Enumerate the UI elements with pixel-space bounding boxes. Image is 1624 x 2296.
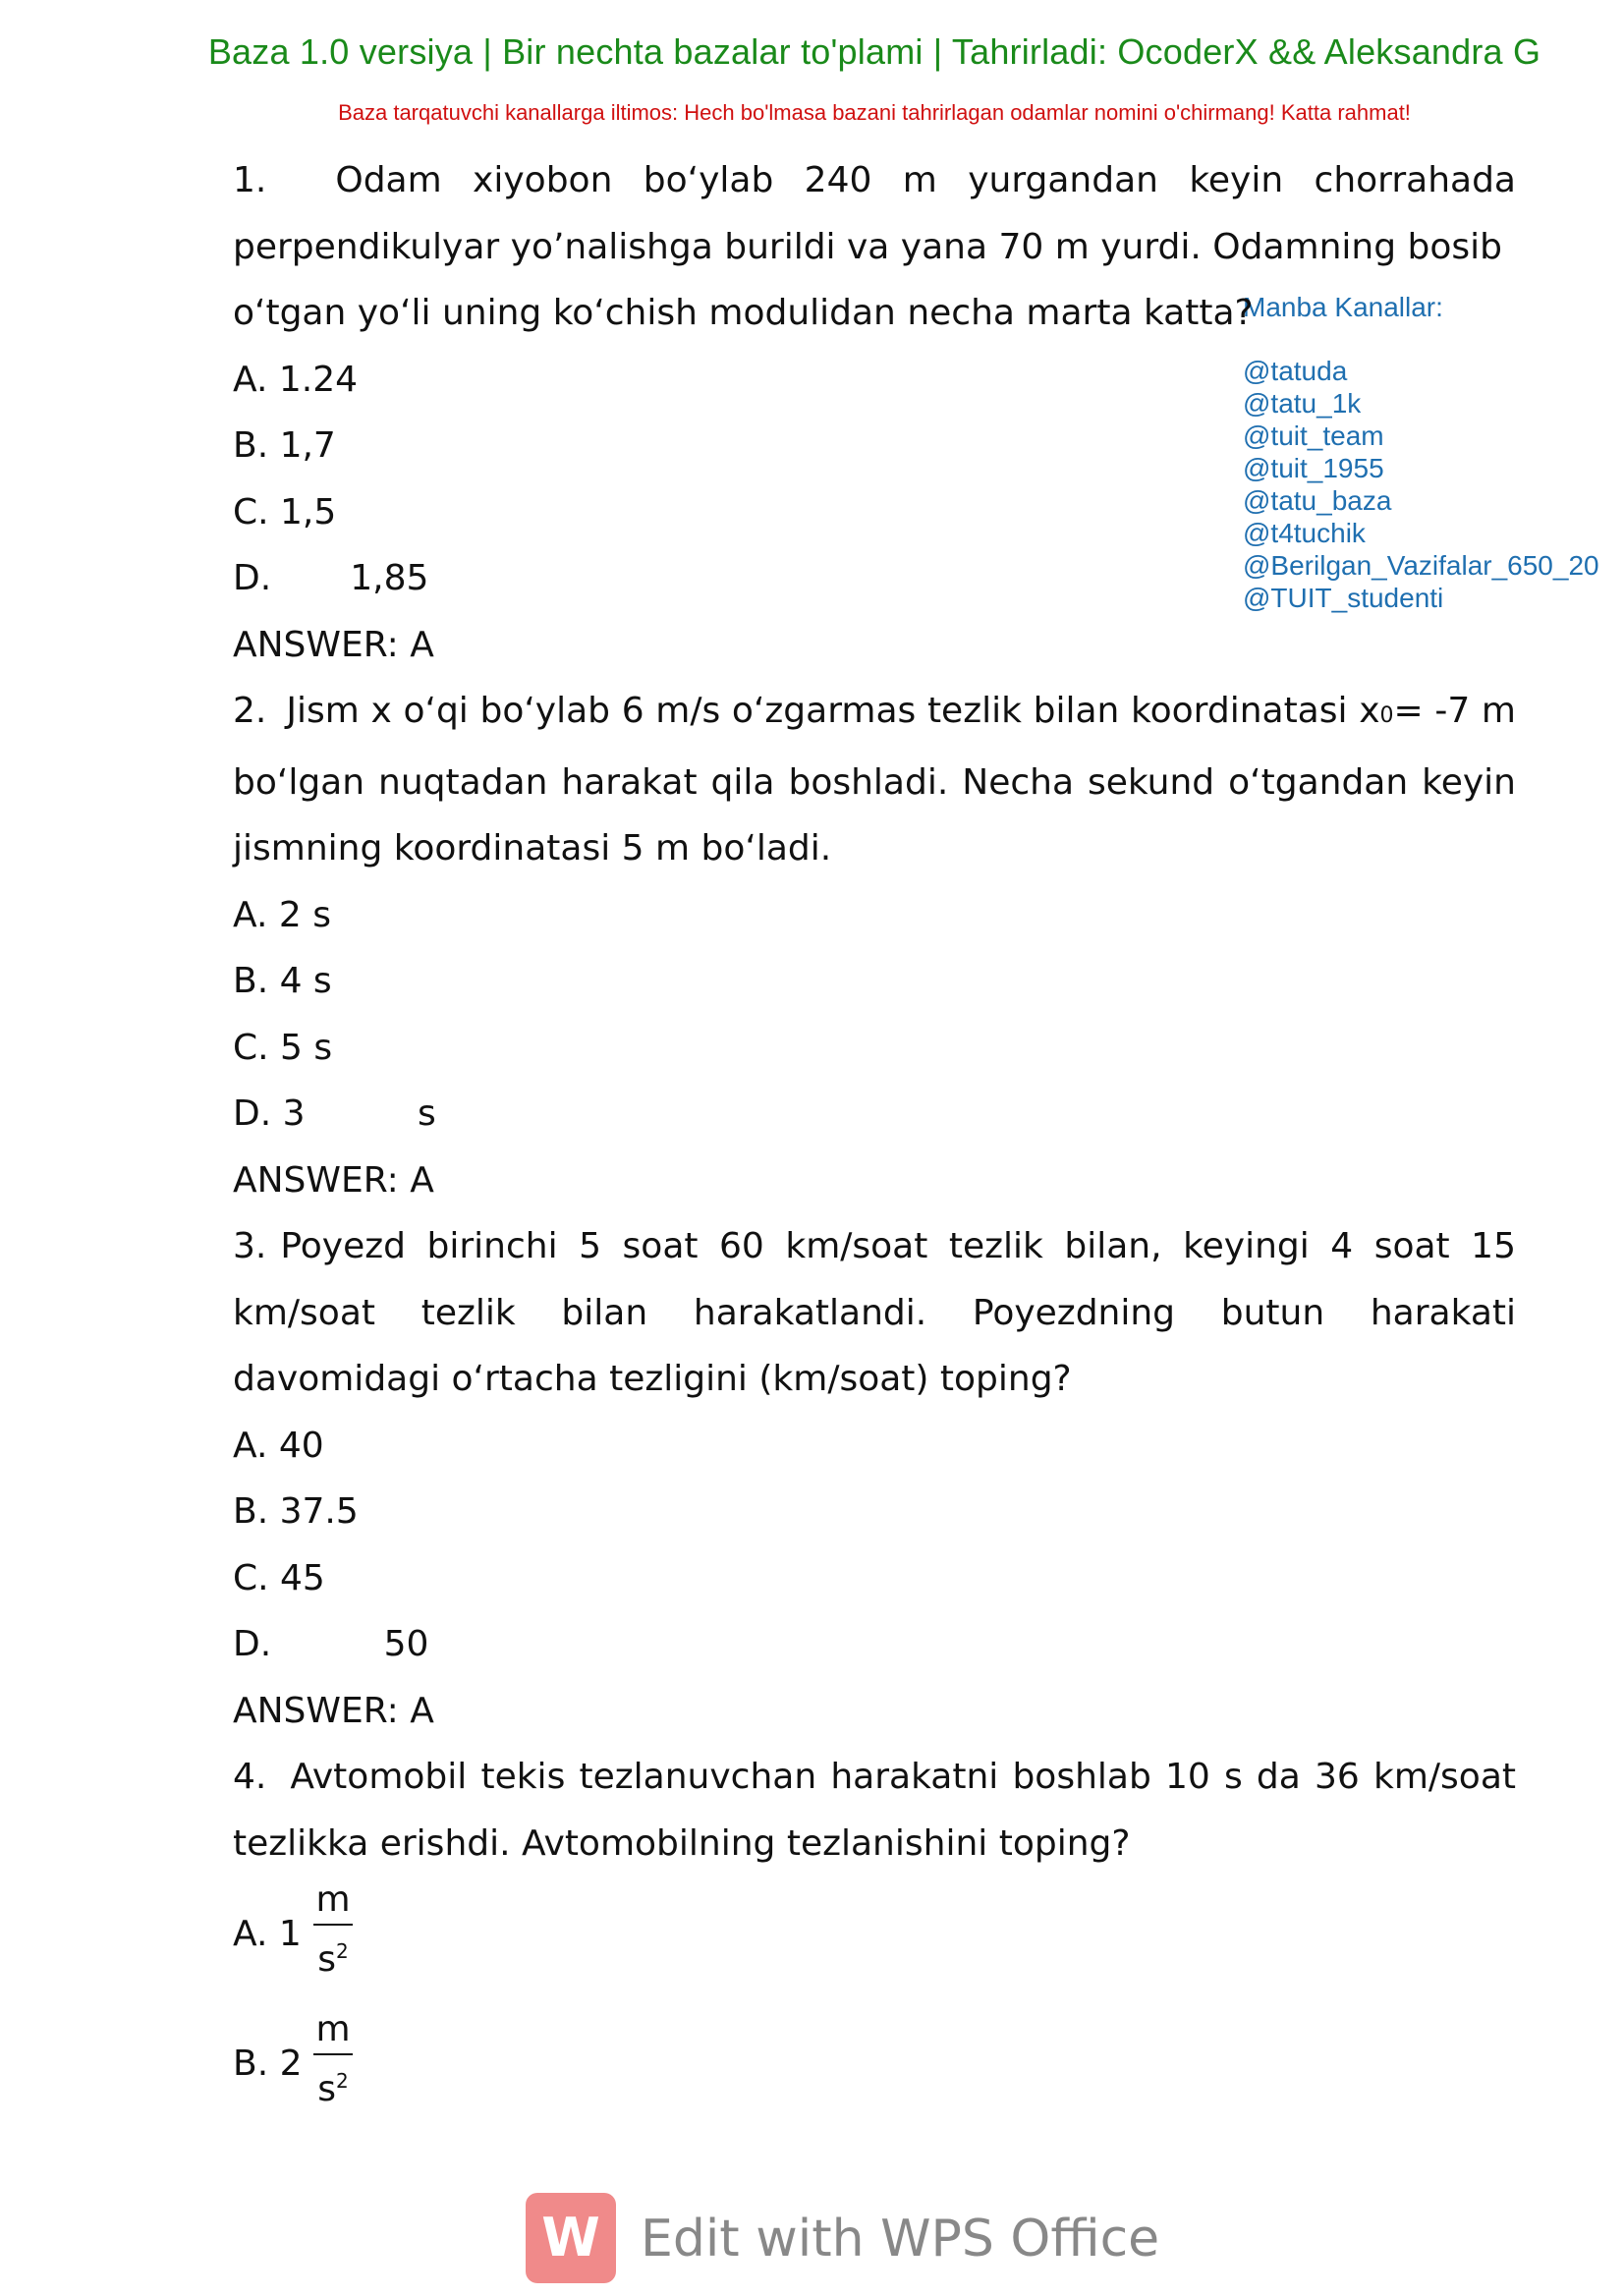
source-channel[interactable]: @t4tuchik — [1243, 518, 1366, 548]
option-b[interactable]: B. 37.5 — [233, 1491, 359, 1532]
question-number: 4. — [233, 1757, 267, 1797]
question-2 — [233, 678, 1516, 1213]
wps-logo-icon[interactable]: W — [526, 2193, 616, 2283]
source-channel[interactable]: @tatu_baza — [1243, 485, 1392, 516]
option-b[interactable]: B. 4 s — [233, 961, 332, 1001]
question-text-part: Odam xiyobon boʻylab 240 m yurgandan keyin chorrahada perpendikulyar yo’nalishga burildi va yana 70 m yurdi. Odamning bosib — [233, 160, 1516, 267]
option-c[interactable]: C. 45 — [233, 1557, 325, 1598]
question-1 — [233, 147, 1516, 678]
option-c[interactable]: C. 5 s — [233, 1027, 333, 1068]
source-channel[interactable]: @tatu_1k — [1243, 388, 1362, 419]
source-channels-title: Manba Kanallar: — [1243, 292, 1443, 322]
question-number: 1. — [233, 160, 267, 200]
option-a[interactable]: A. 2 s — [233, 894, 331, 935]
option-a[interactable] — [233, 1876, 1516, 1994]
answer-line: ANSWER: A — [233, 1690, 434, 1731]
question-text — [233, 147, 1516, 280]
option-b[interactable] — [233, 2006, 1516, 2124]
question-text — [233, 678, 1516, 882]
option-b[interactable]: B. 1,7 — [233, 425, 336, 466]
exponent: 2 — [336, 2069, 349, 2093]
question-text-last-line: oʻtgan yoʻli uning koʻchish modulidan necha marta katta? — [233, 293, 1254, 333]
option-a[interactable]: A. 40 — [233, 1425, 324, 1466]
question-4 — [233, 1744, 1516, 2124]
header-title: Baza 1.0 versiya | Bir nechta bazalar to'plami | Tahrirladi: OcoderX && Aleksandra G — [207, 31, 1541, 72]
source-channel[interactable]: @tuit_team — [1243, 420, 1384, 451]
answer-line: ANSWER: A — [233, 624, 434, 665]
question-text — [233, 1744, 1516, 1876]
question-number: 3. — [233, 1226, 267, 1266]
unit-fraction — [313, 1876, 353, 1980]
option-label: B. 2 — [233, 2044, 303, 2084]
question-text-part: Avtomobil tekis tezlanuvchan harakatni boshlab 10 s da 36 km/soat tezlikka erishdi. Avtomobilning tezlanishini toping? — [233, 1757, 1516, 1864]
question-text-part: Jism x oʻqi boʻylab 6 m/s oʻzgarmas tezlik bilan koordinatasi x — [286, 691, 1380, 731]
option-c[interactable]: C. 1,5 — [233, 491, 337, 532]
option-d[interactable]: D. 1,85 — [233, 558, 429, 598]
source-channel[interactable]: @tuit_1955 — [1243, 453, 1384, 483]
question-number: 2. — [233, 691, 267, 731]
question-text — [233, 1213, 1516, 1413]
question-text-part: = -7 m boʻlgan nuqtadan harakat qila boshladi. Necha sekund oʻtgandan keyin jismning koordinatasi 5 m boʻladi. — [233, 691, 1516, 868]
question-text-part: Poyezd birinchi 5 soat 60 km/soat tezlik bilan, keyingi 4 soat 15 km/soat tezlik bilan harakatlandi. Poyezdning butun harakati davomidagi oʻrtacha tezligini (km/soat) toping? — [233, 1226, 1516, 1399]
question-3 — [233, 1213, 1516, 1744]
header-note: Baza tarqatuvchi kanallarga iltimos: Hech bo'lmasa bazani tahrirlagan odamlar nomini o'chirmang! Katta rahmat! — [338, 100, 1411, 125]
exponent: 2 — [336, 1939, 349, 1963]
fraction-numerator: m — [313, 1876, 353, 1926]
source-channel[interactable]: @tatuda — [1243, 356, 1348, 386]
edit-with-wps-link[interactable]: Edit with WPS Office — [641, 2210, 1160, 2268]
unit-fraction — [313, 2006, 353, 2109]
fraction-numerator: m — [313, 2006, 353, 2055]
fraction-denominator: $s^2$ — [317, 1939, 349, 1980]
option-a[interactable]: A. 1.24 — [233, 359, 359, 400]
option-d[interactable]: D. 3 s — [233, 1093, 436, 1134]
option-label: A. 1 — [233, 1914, 302, 1954]
subscript: 0 — [1379, 703, 1394, 728]
answer-line: ANSWER: A — [233, 1159, 434, 1201]
document-body — [233, 147, 1516, 2124]
option-d[interactable]: D. 50 — [233, 1624, 429, 1664]
source-channel[interactable]: @Berilgan_Vazifalar_650_20 — [1243, 550, 1599, 581]
fraction-denominator: $s^2$ — [317, 2069, 349, 2109]
source-channel[interactable]: @TUIT_studenti — [1243, 583, 1444, 613]
